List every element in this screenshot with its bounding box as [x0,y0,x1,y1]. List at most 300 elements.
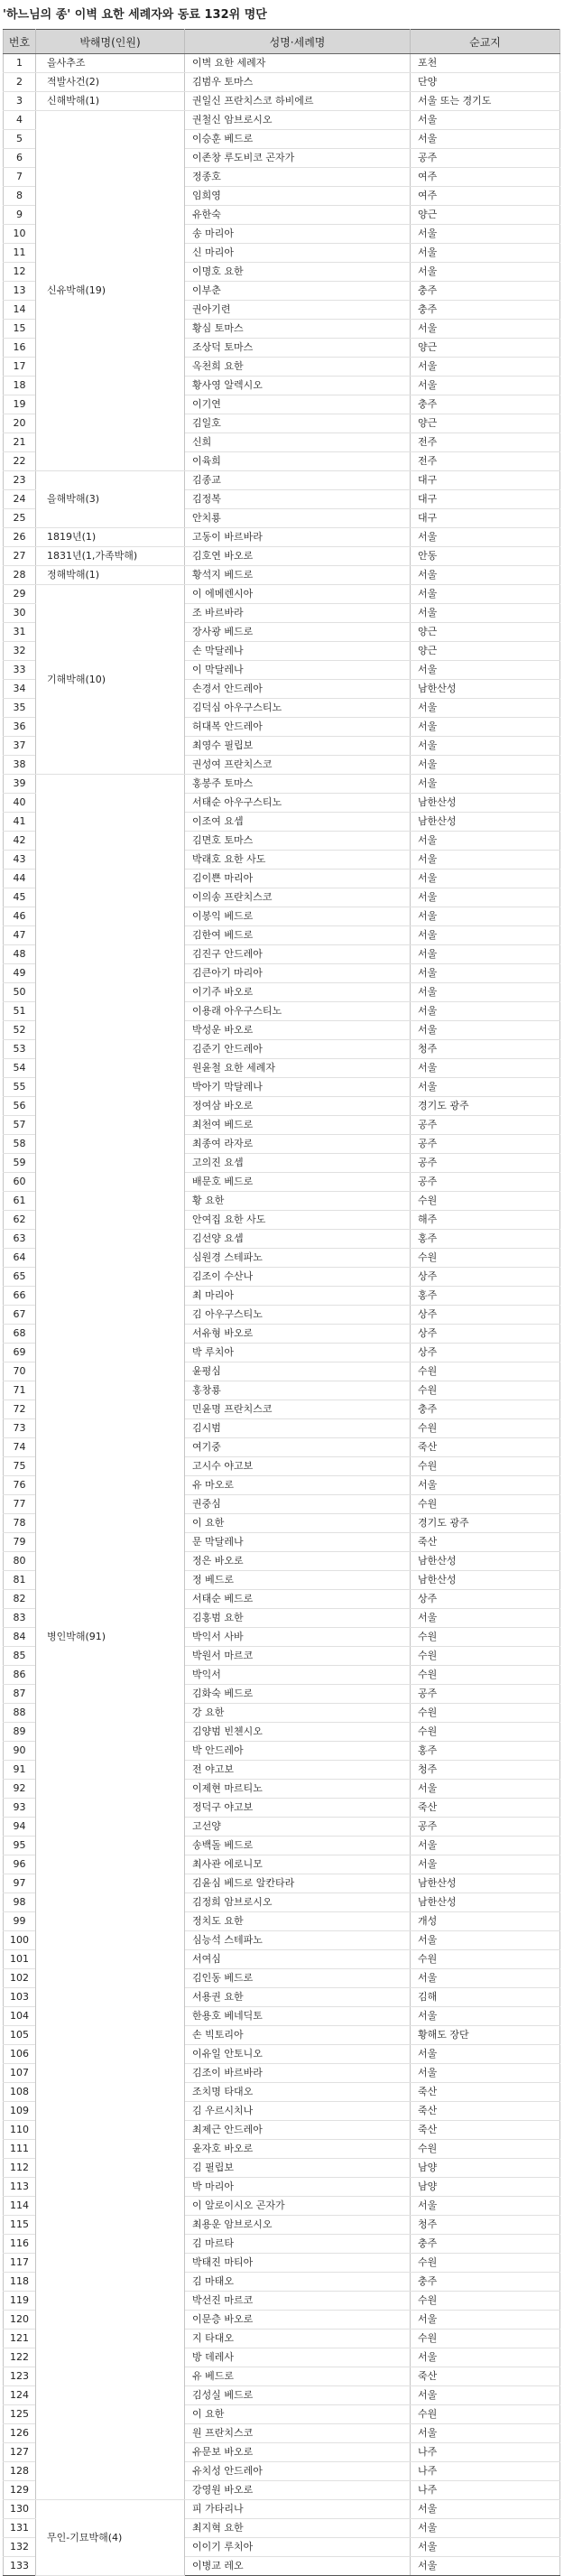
row-number: 70 [4,1362,36,1381]
martyrdom-place: 양근 [411,339,560,358]
table-row [4,2500,560,2519]
row-number: 44 [4,870,36,888]
row-number: 10 [4,225,36,244]
martyr-name: 방 데레사 [185,2348,411,2367]
row-number: 105 [4,2026,36,2045]
row-number: 8 [4,187,36,206]
martyr-name: 이명호 요한 [185,263,411,282]
martyrdom-place: 수원 [411,1419,560,1438]
martyrdom-place: 서울 [411,2519,560,2538]
row-number: 85 [4,1647,36,1666]
table-row [4,566,560,585]
row-number: 91 [4,1761,36,1780]
row-number: 1 [4,54,36,73]
page-title: '하느님의 종' 이벽 요한 세례자와 동료 132위 명단 [3,8,267,22]
martyrdom-place: 남한산성 [411,1893,560,1912]
row-number: 21 [4,433,36,452]
martyrdom-place: 서울 [411,832,560,851]
martyr-name: 임희영 [185,187,411,206]
row-number: 100 [4,1931,36,1950]
martyr-name: 김종교 [185,471,411,490]
martyrdom-place: 서울 [411,870,560,888]
martyrdom-place: 서울 [411,1780,560,1799]
martyrdom-place: 서울 [411,1059,560,1078]
row-number: 39 [4,775,36,794]
martyr-name: 이문층 바오로 [185,2311,411,2330]
martyr-name: 박아기 막달레나 [185,1078,411,1097]
martyrdom-place: 서울 [411,964,560,983]
row-number: 103 [4,1988,36,2007]
table-body [4,54,560,2576]
row-number: 133 [4,2557,36,2576]
row-number: 63 [4,1230,36,1249]
row-number: 60 [4,1173,36,1192]
martyr-name: 김시범 [185,1419,411,1438]
martyr-name: 조상덕 토마스 [185,339,411,358]
martyrdom-place: 남한산성 [411,794,560,813]
row-number: 118 [4,2273,36,2292]
martyrdom-place: 개성 [411,1912,560,1931]
martyr-name: 권철신 암브로시오 [185,111,411,130]
martyrdom-place: 수원 [411,2292,560,2311]
martyr-name: 김범우 토마스 [185,73,411,92]
row-number: 66 [4,1287,36,1306]
martyr-name: 배문호 베드로 [185,1173,411,1192]
martyrdom-place: 수원 [411,1457,560,1476]
row-number: 5 [4,130,36,149]
martyr-name: 박태진 마티아 [185,2254,411,2273]
martyrdom-place: 대구 [411,490,560,509]
row-number: 16 [4,339,36,358]
martyrdom-place: 서울 [411,1021,560,1040]
martyr-name: 손경서 안드레아 [185,680,411,699]
row-number: 132 [4,2538,36,2557]
row-number: 45 [4,888,36,907]
martyr-name: 강영원 바오로 [185,2481,411,2500]
martyr-name: 김양범 빈첸시오 [185,1723,411,1742]
header-name: 성명·세례명 [185,30,411,54]
martyr-name: 김 마르타 [185,2235,411,2254]
row-number: 23 [4,471,36,490]
martyr-name: 이조여 요셉 [185,813,411,832]
martyrdom-place: 수원 [411,1192,560,1211]
martyrdom-place: 청주 [411,1761,560,1780]
martyrdom-place: 서울 [411,983,560,1002]
martyr-name: 서용권 요한 [185,1988,411,2007]
row-number: 98 [4,1893,36,1912]
martyr-name: 최천여 베드로 [185,1116,411,1135]
row-number: 117 [4,2254,36,2273]
martyrdom-place: 여주 [411,187,560,206]
martyrdom-place: 서울 [411,528,560,547]
row-number: 30 [4,604,36,623]
martyrdom-place: 나주 [411,2443,560,2462]
row-number: 99 [4,1912,36,1931]
martyrdom-place: 서울 [411,718,560,737]
row-number: 131 [4,2519,36,2538]
martyrdom-place: 남한산성 [411,1571,560,1590]
row-number: 77 [4,1495,36,1514]
martyrdom-place: 김해 [411,1988,560,2007]
martyr-name: 홍창룡 [185,1381,411,1400]
row-number: 76 [4,1476,36,1495]
martyrdom-place: 수원 [411,2140,560,2159]
row-number: 53 [4,1040,36,1059]
martyrdom-place: 서울 또는 경기도 [411,92,560,111]
row-number: 43 [4,851,36,870]
row-number: 25 [4,509,36,528]
row-number: 109 [4,2102,36,2121]
martyrdom-place: 서울 [411,377,560,395]
martyrdom-place: 여주 [411,168,560,187]
martyrdom-place: 서울 [411,263,560,282]
martyr-name: 이봉익 베드로 [185,907,411,926]
martyrdom-place: 남한산성 [411,680,560,699]
row-number: 67 [4,1306,36,1325]
martyrdom-place: 황해도 장단 [411,2026,560,2045]
martyrdom-place: 양근 [411,623,560,642]
martyr-name: 고선양 [185,1818,411,1837]
martyr-name: 이벽 요한 세례자 [185,54,411,73]
row-number: 4 [4,111,36,130]
martyr-name: 이의송 프란치스코 [185,888,411,907]
persecution-group: 정해박해(1) [36,566,185,585]
martyrdom-place: 양근 [411,206,560,225]
table-header [4,30,560,54]
header-number: 번호 [4,30,36,54]
martyrdom-place: 서울 [411,2311,560,2330]
row-number: 19 [4,395,36,414]
martyr-name: 이기주 바오로 [185,983,411,1002]
martyr-name: 김인동 베드로 [185,1969,411,1988]
martyr-name: 김한여 베드로 [185,926,411,945]
martyrdom-place: 서울 [411,320,560,339]
martyr-name: 이유일 안토니오 [185,2045,411,2064]
row-number: 14 [4,301,36,320]
row-number: 106 [4,2045,36,2064]
persecution-group: 무인-기묘박해(4) [36,2500,185,2576]
martyrdom-place: 상주 [411,1325,560,1344]
martyr-name: 이 알로이시오 곤자가 [185,2197,411,2216]
persecution-group: 신유박해(19) [36,111,185,471]
row-number: 122 [4,2348,36,2367]
row-number: 81 [4,1571,36,1590]
martyrdom-place: 서울 [411,737,560,756]
row-number: 93 [4,1799,36,1818]
martyrdom-place: 서울 [411,2197,560,2216]
martyr-name: 전 야고보 [185,1761,411,1780]
row-number: 28 [4,566,36,585]
martyr-name: 정여삼 바오로 [185,1097,411,1116]
martyr-name: 심원경 스테파노 [185,1249,411,1268]
persecution-group: 신해박해(1) [36,92,185,111]
martyrdom-place: 수원 [411,1723,560,1742]
table-row [4,92,560,111]
martyrdom-place: 청주 [411,2216,560,2235]
martyr-name: 김정희 암브로시오 [185,1893,411,1912]
row-number: 29 [4,585,36,604]
martyrdom-place: 서울 [411,585,560,604]
row-number: 88 [4,1704,36,1723]
row-number: 41 [4,813,36,832]
martyr-name: 서여심 [185,1950,411,1969]
row-number: 107 [4,2064,36,2083]
persecution-group: 을해박해(3) [36,471,185,528]
martyr-name: 송백돌 베드로 [185,1837,411,1855]
martyr-name: 피 가타리나 [185,2500,411,2519]
martyr-name: 권아기련 [185,301,411,320]
martyrdom-place: 공주 [411,1116,560,1135]
martyr-name: 고의진 요셉 [185,1154,411,1173]
martyrdom-place: 서울 [411,358,560,377]
row-number: 86 [4,1666,36,1685]
martyrdom-place: 나주 [411,2481,560,2500]
row-number: 127 [4,2443,36,2462]
martyrdom-place: 수원 [411,1666,560,1685]
row-number: 73 [4,1419,36,1438]
row-number: 34 [4,680,36,699]
row-number: 57 [4,1116,36,1135]
table-row [4,54,560,73]
row-number: 115 [4,2216,36,2235]
martyrdom-place: 서울 [411,225,560,244]
martyr-name: 이존창 루도비코 곤자가 [185,149,411,168]
row-number: 38 [4,756,36,775]
martyrdom-place: 죽산 [411,2121,560,2140]
persecution-group: 병인박해(91) [36,775,185,2500]
table-row [4,73,560,92]
row-number: 116 [4,2235,36,2254]
martyr-name: 이제현 마르티노 [185,1780,411,1799]
martyr-name: 유한숙 [185,206,411,225]
martyrdom-place: 공주 [411,1818,560,1837]
row-number: 82 [4,1590,36,1609]
martyrdom-place: 서울 [411,566,560,585]
martyr-name: 박원서 마르코 [185,1647,411,1666]
martyrdom-place: 경기도 광주 [411,1097,560,1116]
martyr-name: 김덕심 아우구스티노 [185,699,411,718]
martyr-name: 황심 토마스 [185,320,411,339]
martyrdom-place: 남양 [411,2178,560,2197]
row-number: 47 [4,926,36,945]
martyrdom-place: 서울 [411,111,560,130]
martyrdom-place: 홍주 [411,1742,560,1761]
martyr-name: 박성운 바오로 [185,1021,411,1040]
martyr-name: 여기중 [185,1438,411,1457]
martyrdom-place: 죽산 [411,2083,560,2102]
martyrdom-place: 수원 [411,1950,560,1969]
row-number: 22 [4,452,36,471]
martyr-name: 정치도 요한 [185,1912,411,1931]
martyr-name: 원윤철 요한 세례자 [185,1059,411,1078]
martyr-name: 송 마리아 [185,225,411,244]
row-number: 104 [4,2007,36,2026]
martyr-name: 김정복 [185,490,411,509]
martyrdom-place: 수원 [411,1704,560,1723]
martyrdom-place: 남한산성 [411,813,560,832]
martyrdom-place: 공주 [411,1135,560,1154]
row-number: 58 [4,1135,36,1154]
martyr-name: 안여집 요한 사도 [185,1211,411,1230]
martyrdom-place: 서울 [411,851,560,870]
row-number: 125 [4,2405,36,2424]
row-number: 123 [4,2367,36,2386]
martyr-name: 최영수 필립보 [185,737,411,756]
row-number: 35 [4,699,36,718]
martyrdom-place: 서울 [411,945,560,964]
martyr-name: 유 마오로 [185,1476,411,1495]
martyr-name: 김일호 [185,414,411,433]
martyr-name: 신 마리아 [185,244,411,263]
martyr-name: 이승훈 베드로 [185,130,411,149]
martyrdom-place: 서울 [411,1969,560,1988]
row-number: 15 [4,320,36,339]
martyr-name: 옥천희 요한 [185,358,411,377]
row-number: 119 [4,2292,36,2311]
row-number: 124 [4,2386,36,2405]
martyrdom-place: 전주 [411,452,560,471]
martyrdom-place: 홍주 [411,1287,560,1306]
martyrdom-place: 서울 [411,1609,560,1628]
martyr-name: 고동이 바르바라 [185,528,411,547]
martyrdom-place: 수원 [411,1381,560,1400]
martyr-name: 원 프란치스코 [185,2424,411,2443]
martyr-name: 박익서 사바 [185,1628,411,1647]
row-number: 56 [4,1097,36,1116]
martyrdom-place: 남한산성 [411,1552,560,1571]
martyrdom-place: 충주 [411,2235,560,2254]
row-number: 24 [4,490,36,509]
row-number: 49 [4,964,36,983]
row-number: 17 [4,358,36,377]
row-number: 110 [4,2121,36,2140]
martyr-name: 서태순 베드로 [185,1590,411,1609]
martyr-name: 이병교 레오 [185,2557,411,2576]
martyr-name: 윤자호 바오로 [185,2140,411,2159]
persecution-group: 기해박해(10) [36,585,185,775]
martyr-name: 이이기 루치아 [185,2538,411,2557]
row-number: 113 [4,2178,36,2197]
martyr-name: 김 필립보 [185,2159,411,2178]
martyr-name: 박 안드레아 [185,1742,411,1761]
martyrdom-place: 수원 [411,1647,560,1666]
martyrdom-place: 충주 [411,1400,560,1419]
martyrdom-place: 충주 [411,282,560,301]
martyrs-table [3,29,560,2576]
martyrdom-place: 충주 [411,2273,560,2292]
martyr-name: 김준기 안드레아 [185,1040,411,1059]
martyr-name: 권일신 프란치스코 하비에르 [185,92,411,111]
martyrdom-place: 서울 [411,1855,560,1874]
martyr-name: 김윤심 베드로 알칸타라 [185,1874,411,1893]
martyrdom-place: 서울 [411,756,560,775]
martyrdom-place: 수원 [411,2405,560,2424]
martyr-name: 최종여 라자로 [185,1135,411,1154]
martyrdom-place: 수원 [411,1628,560,1647]
martyr-name: 신희 [185,433,411,452]
martyr-name: 고시수 야고보 [185,1457,411,1476]
row-number: 89 [4,1723,36,1742]
row-number: 62 [4,1211,36,1230]
row-number: 48 [4,945,36,964]
martyrdom-place: 서울 [411,926,560,945]
row-number: 27 [4,547,36,566]
table-row [4,471,560,490]
row-number: 83 [4,1609,36,1628]
row-number: 37 [4,737,36,756]
martyr-name: 이 막달레나 [185,661,411,680]
martyr-name: 허대복 안드레아 [185,718,411,737]
row-number: 121 [4,2330,36,2348]
martyr-name: 김호연 바오로 [185,547,411,566]
martyr-name: 홍봉주 토마스 [185,775,411,794]
row-number: 59 [4,1154,36,1173]
martyrdom-place: 공주 [411,1173,560,1192]
martyr-name: 손 빅토리아 [185,2026,411,2045]
row-number: 68 [4,1325,36,1344]
martyr-name: 이 요한 [185,1514,411,1533]
martyrdom-place: 서울 [411,2386,560,2405]
martyr-name: 김큰아기 마리아 [185,964,411,983]
martyrdom-place: 죽산 [411,1438,560,1457]
martyrdom-place: 해주 [411,1211,560,1230]
row-number: 112 [4,2159,36,2178]
martyrdom-place: 수원 [411,1495,560,1514]
martyr-name: 이기연 [185,395,411,414]
martyrdom-place: 수원 [411,1249,560,1268]
martyr-name: 안치룡 [185,509,411,528]
martyr-name: 정은 바오로 [185,1552,411,1571]
persecution-group: 적발사건(2) [36,73,185,92]
row-number: 11 [4,244,36,263]
martyrdom-place: 죽산 [411,2367,560,2386]
row-number: 54 [4,1059,36,1078]
martyr-name: 황사영 알렉시오 [185,377,411,395]
martyr-name: 조치명 타대오 [185,2083,411,2102]
martyrdom-place: 서울 [411,244,560,263]
row-number: 84 [4,1628,36,1647]
row-number: 42 [4,832,36,851]
martyrdom-place: 나주 [411,2462,560,2481]
martyr-name: 황석지 베드로 [185,566,411,585]
row-number: 33 [4,661,36,680]
row-number: 40 [4,794,36,813]
martyrdom-place: 서울 [411,2007,560,2026]
martyrdom-place: 충주 [411,301,560,320]
martyr-name: 손 막달레나 [185,642,411,661]
row-number: 64 [4,1249,36,1268]
row-number: 74 [4,1438,36,1457]
martyr-name: 박익서 [185,1666,411,1685]
martyrdom-place: 서울 [411,888,560,907]
martyrdom-place: 서울 [411,2557,560,2576]
row-number: 101 [4,1950,36,1969]
martyrdom-place: 대구 [411,471,560,490]
row-number: 36 [4,718,36,737]
martyr-name: 최용운 암브로시오 [185,2216,411,2235]
martyr-name: 이 요한 [185,2405,411,2424]
martyr-name: 한용호 베네딕토 [185,2007,411,2026]
row-number: 26 [4,528,36,547]
row-number: 128 [4,2462,36,2481]
martyr-name: 정덕구 야고보 [185,1799,411,1818]
martyrdom-place: 죽산 [411,1799,560,1818]
martyrdom-place: 서울 [411,2064,560,2083]
row-number: 51 [4,1002,36,1021]
martyrdom-place: 서울 [411,1078,560,1097]
martyr-name: 김조이 수산나 [185,1268,411,1287]
martyrdom-place: 서울 [411,2424,560,2443]
